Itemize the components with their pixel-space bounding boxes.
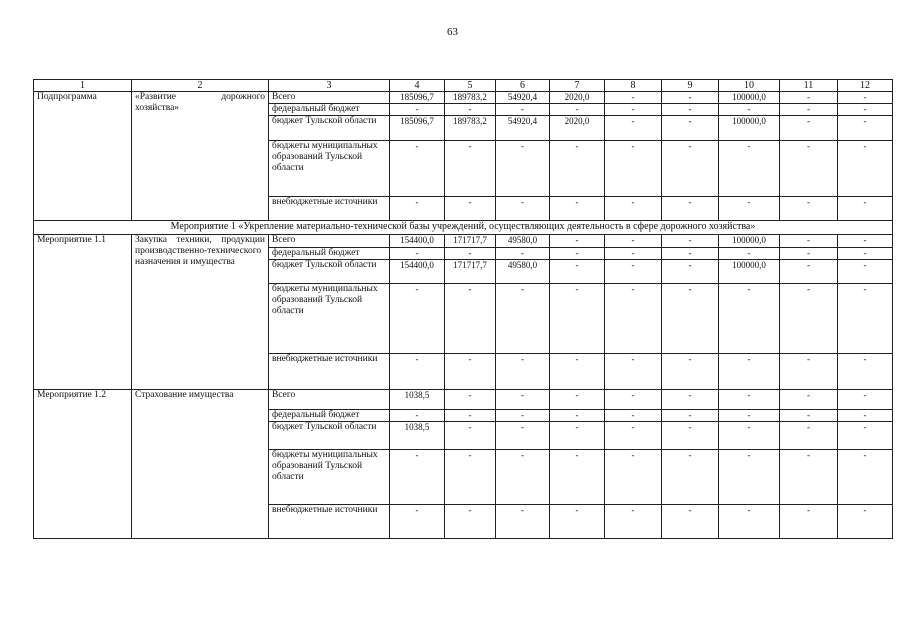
amount-cell: - (390, 141, 445, 197)
funding-source: бюджеты муниципальных образований Тульской области (269, 141, 390, 197)
column-header: 5 (445, 80, 496, 92)
amount-cell: 54920,4 (496, 116, 550, 141)
amount-cell: - (605, 422, 662, 450)
amount-cell: - (838, 116, 893, 141)
amount-cell: 189783,2 (445, 92, 496, 104)
column-header: 2 (132, 80, 269, 92)
amount-cell: 100000,0 (719, 260, 780, 284)
amount-cell: - (550, 505, 605, 539)
amount-cell: - (780, 141, 838, 197)
amount-cell: - (550, 260, 605, 284)
amount-cell: - (550, 354, 605, 390)
column-header: 10 (719, 80, 780, 92)
amount-cell: 189783,2 (445, 116, 496, 141)
amount-cell: - (496, 505, 550, 539)
amount-cell: - (605, 141, 662, 197)
funding-source: федеральный бюджет (269, 248, 390, 260)
column-header: 6 (496, 80, 550, 92)
amount-cell: 2020,0 (550, 92, 605, 104)
budget-table (33, 79, 893, 539)
item-name: Мероприятие 1.2 (34, 390, 132, 539)
amount-cell: - (390, 284, 445, 354)
page-number: 63 (447, 26, 458, 38)
funding-source: внебюджетные источники (269, 354, 390, 390)
amount-cell: - (445, 410, 496, 422)
amount-cell: - (719, 450, 780, 505)
amount-cell: - (662, 197, 719, 221)
amount-cell: - (445, 104, 496, 116)
item-name: Подпрограмма (34, 92, 132, 221)
amount-cell: - (838, 260, 893, 284)
amount-cell: - (662, 422, 719, 450)
amount-cell: - (719, 197, 780, 221)
table-row (34, 92, 893, 104)
column-header-row (34, 80, 893, 92)
amount-cell: - (605, 354, 662, 390)
amount-cell: - (838, 248, 893, 260)
amount-cell: - (662, 141, 719, 197)
funding-source: бюджеты муниципальных образований Тульской области (269, 284, 390, 354)
column-header: 11 (780, 80, 838, 92)
funding-source: Всего (269, 92, 390, 104)
amount-cell: - (605, 248, 662, 260)
amount-cell: - (550, 284, 605, 354)
amount-cell: - (445, 422, 496, 450)
amount-cell: 100000,0 (719, 92, 780, 104)
amount-cell: - (662, 505, 719, 539)
amount-cell: - (445, 284, 496, 354)
amount-cell: - (662, 354, 719, 390)
amount-cell: - (780, 92, 838, 104)
amount-cell: - (662, 92, 719, 104)
funding-source: бюджет Тульской области (269, 116, 390, 141)
item-description: Закупка техники, продукции производственно-технического назначения и имущества (132, 235, 269, 390)
amount-cell: - (496, 284, 550, 354)
funding-source: Всего (269, 390, 390, 410)
column-header: 12 (838, 80, 893, 92)
amount-cell: - (780, 390, 838, 410)
amount-cell: - (496, 410, 550, 422)
amount-cell: - (780, 422, 838, 450)
amount-cell: - (780, 284, 838, 354)
funding-source: федеральный бюджет (269, 104, 390, 116)
column-header: 3 (269, 80, 390, 92)
amount-cell: - (550, 197, 605, 221)
funding-source: федеральный бюджет (269, 410, 390, 422)
amount-cell: - (780, 260, 838, 284)
amount-cell: - (780, 104, 838, 116)
amount-cell: - (838, 235, 893, 248)
amount-cell: - (838, 92, 893, 104)
amount-cell: 54920,4 (496, 92, 550, 104)
amount-cell: - (605, 104, 662, 116)
amount-cell: - (496, 354, 550, 390)
amount-cell: - (550, 410, 605, 422)
amount-cell: - (662, 410, 719, 422)
amount-cell: - (605, 450, 662, 505)
amount-cell: - (496, 197, 550, 221)
amount-cell: - (780, 248, 838, 260)
item-description: «Развитие дорожного хозяйства» (132, 92, 269, 221)
amount-cell: - (496, 422, 550, 450)
amount-cell: 100000,0 (719, 116, 780, 141)
amount-cell: - (605, 197, 662, 221)
amount-cell: - (719, 505, 780, 539)
amount-cell: - (838, 197, 893, 221)
amount-cell: - (605, 390, 662, 410)
amount-cell: - (662, 235, 719, 248)
amount-cell: - (719, 141, 780, 197)
amount-cell: - (838, 505, 893, 539)
amount-cell: 49580,0 (496, 260, 550, 284)
section-row (34, 221, 893, 235)
amount-cell: - (719, 248, 780, 260)
amount-cell: - (605, 410, 662, 422)
funding-source: бюджет Тульской области (269, 260, 390, 284)
amount-cell: - (445, 390, 496, 410)
funding-source: внебюджетные источники (269, 197, 390, 221)
item-description: Страхование имущества (132, 390, 269, 539)
amount-cell: - (838, 141, 893, 197)
amount-cell: 154400,0 (390, 260, 445, 284)
amount-cell: 2020,0 (550, 116, 605, 141)
funding-source: бюджеты муниципальных образований Тульской области (269, 450, 390, 505)
amount-cell: - (390, 410, 445, 422)
amount-cell: - (496, 248, 550, 260)
amount-cell: 100000,0 (719, 235, 780, 248)
amount-cell: 171717,7 (445, 260, 496, 284)
section-title: Мероприятие 1 «Укрепление материально-технической базы учреждений, осуществляющих деятельность в сфере дорожного хозяйства» (34, 221, 893, 235)
amount-cell: - (550, 104, 605, 116)
amount-cell: - (445, 141, 496, 197)
amount-cell: - (780, 116, 838, 141)
amount-cell: 49580,0 (496, 235, 550, 248)
funding-source: внебюджетные источники (269, 505, 390, 539)
funding-source: бюджет Тульской области (269, 422, 390, 450)
amount-cell: - (550, 390, 605, 410)
amount-cell: - (496, 450, 550, 505)
amount-cell: - (662, 248, 719, 260)
amount-cell: - (838, 450, 893, 505)
amount-cell: - (662, 116, 719, 141)
amount-cell: - (445, 248, 496, 260)
amount-cell: - (838, 410, 893, 422)
amount-cell: - (780, 505, 838, 539)
amount-cell: - (838, 422, 893, 450)
amount-cell: - (496, 390, 550, 410)
amount-cell: 171717,7 (445, 235, 496, 248)
amount-cell: - (390, 248, 445, 260)
amount-cell: - (605, 260, 662, 284)
amount-cell: - (719, 284, 780, 354)
amount-cell: - (780, 410, 838, 422)
amount-cell: - (390, 354, 445, 390)
amount-cell: - (550, 235, 605, 248)
amount-cell: - (719, 422, 780, 450)
amount-cell: 185096,7 (390, 116, 445, 141)
amount-cell: - (719, 390, 780, 410)
amount-cell: - (550, 450, 605, 505)
table-row (34, 235, 893, 248)
amount-cell: - (838, 284, 893, 354)
item-name: Мероприятие 1.1 (34, 235, 132, 390)
amount-cell: - (445, 197, 496, 221)
column-header: 1 (34, 80, 132, 92)
amount-cell: - (662, 450, 719, 505)
amount-cell: - (496, 104, 550, 116)
amount-cell: - (780, 235, 838, 248)
amount-cell: - (838, 354, 893, 390)
amount-cell: - (780, 197, 838, 221)
amount-cell: - (662, 260, 719, 284)
amount-cell: - (390, 450, 445, 505)
amount-cell: - (719, 104, 780, 116)
funding-source: Всего (269, 235, 390, 248)
amount-cell: - (550, 141, 605, 197)
column-header: 8 (605, 80, 662, 92)
amount-cell: 1038,5 (390, 422, 445, 450)
amount-cell: - (550, 248, 605, 260)
amount-cell: - (719, 354, 780, 390)
amount-cell: - (780, 450, 838, 505)
amount-cell: - (390, 505, 445, 539)
table-row (34, 390, 893, 410)
amount-cell: - (550, 422, 605, 450)
amount-cell: - (662, 390, 719, 410)
amount-cell: 185096,7 (390, 92, 445, 104)
amount-cell: - (605, 505, 662, 539)
amount-cell: - (838, 104, 893, 116)
amount-cell: - (780, 354, 838, 390)
table-body (34, 80, 893, 539)
amount-cell: - (605, 92, 662, 104)
amount-cell: - (719, 410, 780, 422)
amount-cell: - (445, 354, 496, 390)
amount-cell: - (390, 197, 445, 221)
amount-cell: - (605, 235, 662, 248)
amount-cell: 1038,5 (390, 390, 445, 410)
amount-cell: - (496, 141, 550, 197)
column-header: 7 (550, 80, 605, 92)
amount-cell: - (605, 116, 662, 141)
amount-cell: - (445, 450, 496, 505)
amount-cell: - (662, 284, 719, 354)
column-header: 9 (662, 80, 719, 92)
amount-cell: - (838, 390, 893, 410)
column-header: 4 (390, 80, 445, 92)
amount-cell: - (662, 104, 719, 116)
amount-cell: - (605, 284, 662, 354)
amount-cell: - (445, 505, 496, 539)
amount-cell: 154400,0 (390, 235, 445, 248)
amount-cell: - (390, 104, 445, 116)
